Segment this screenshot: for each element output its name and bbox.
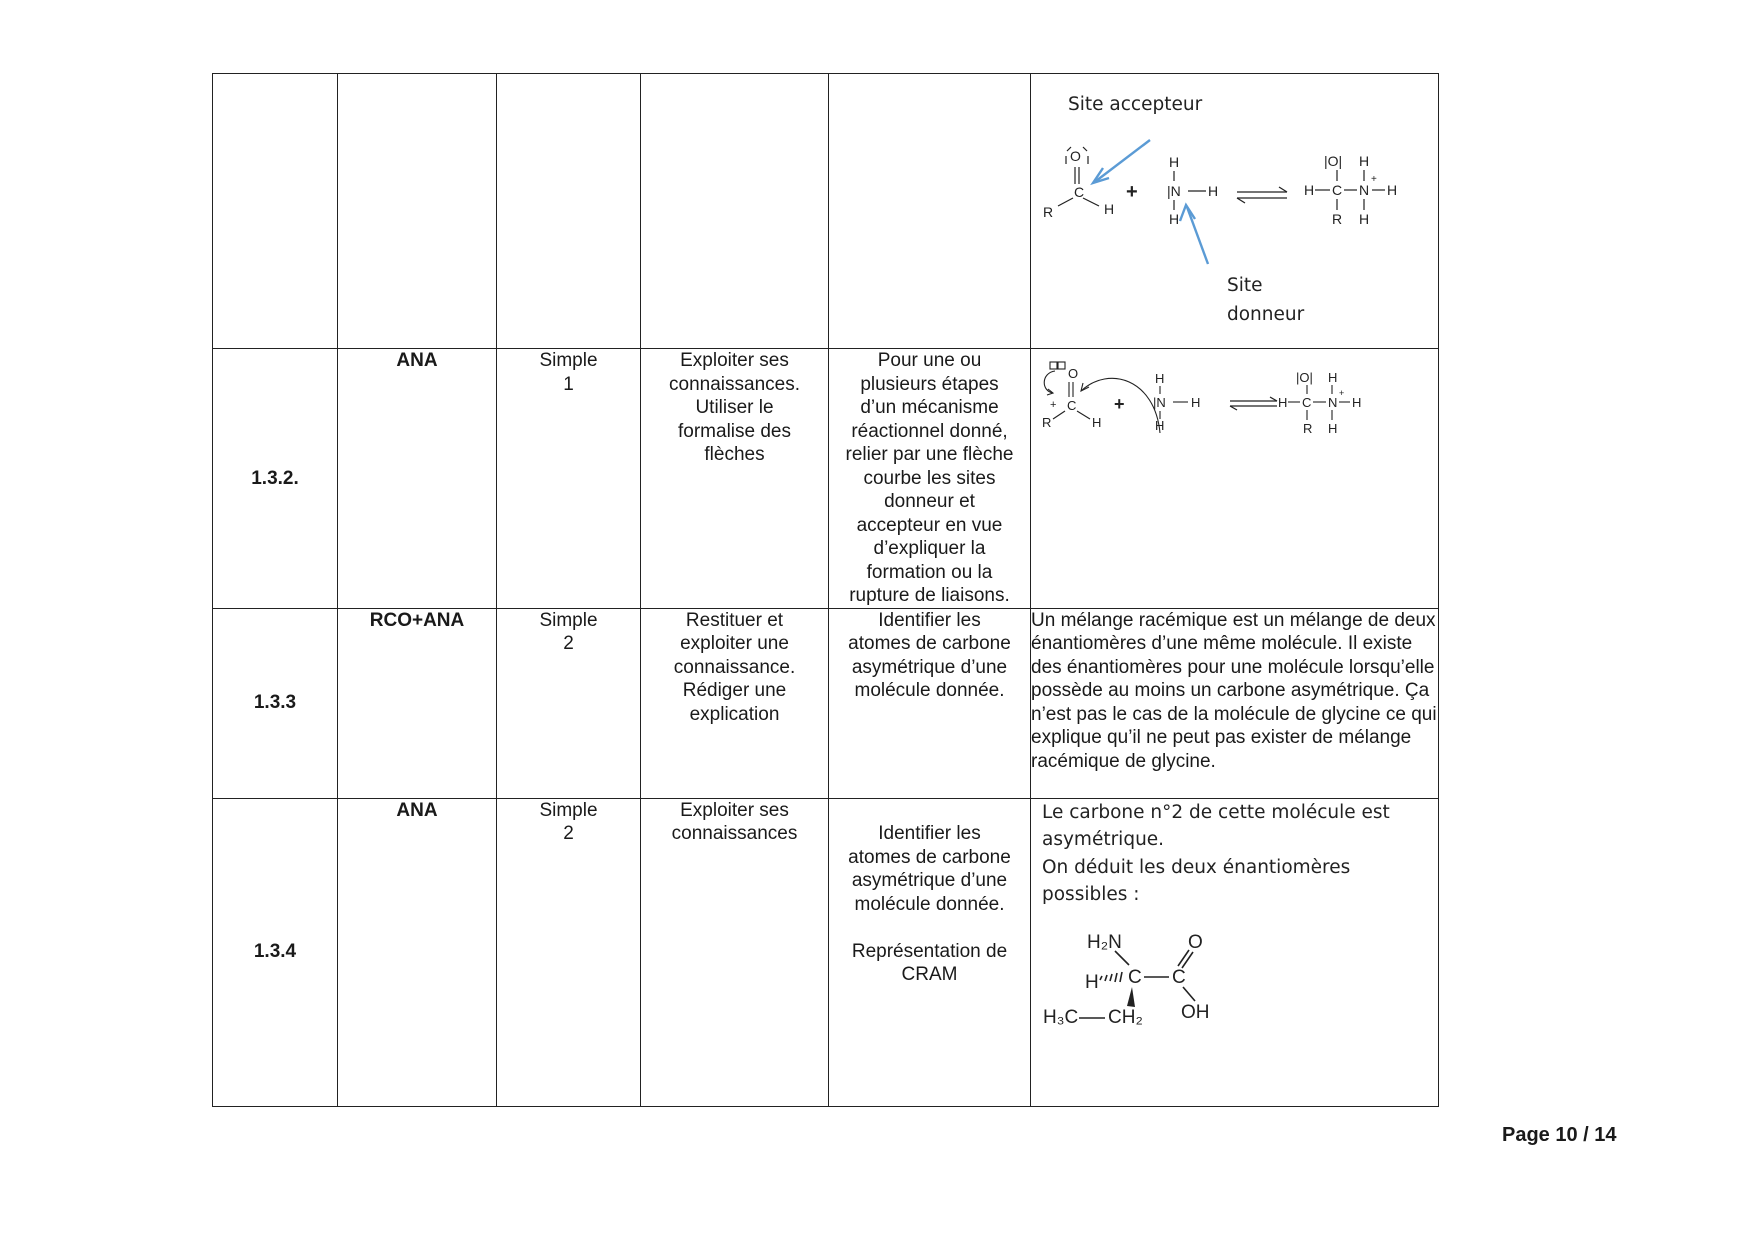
atom-O: O (1188, 931, 1203, 953)
table-row (213, 349, 1439, 609)
atom-C-carboxyl: C (1172, 966, 1186, 988)
svg-text:H: H (1208, 183, 1219, 199)
svg-text:O: O (1068, 366, 1079, 381)
svg-text:H: H (1092, 415, 1102, 430)
criteria: Pour une ou plusieurs étapes d’un mécanisme réactionnel donné, relier par une flèche courbe les sites donneur et accepteur en vue d’expliquer la formation ou la rupture de liaisons. (829, 349, 1031, 609)
level: Simple 2 (497, 798, 641, 1106)
question-number (213, 74, 338, 349)
page-number: Page 10 / 14 (1502, 1124, 1617, 1146)
criteria (829, 74, 1031, 349)
answer-line: On déduit les deux énantiomères (1042, 856, 1351, 878)
criteria: Identifier les atomes de carbone asymétrique d’une molécule donnée. (829, 608, 1031, 798)
capacities (641, 74, 829, 349)
answer-text: Un mélange racémique est un mélange de deux énantiomères d’une même molécule. Il existe des énantiomères pour une molécule lorsqu’elle possède au moins un carbone asymétrique. Ça n’est pas le cas de la molécule de glycine ce qui explique qu’il ne peut pas exister de mélange racémique de glycine. (1031, 608, 1439, 798)
label-donneur: donneur (1227, 304, 1305, 325)
atom-H: H (1104, 201, 1115, 217)
equilibrium-arrow (1230, 397, 1277, 410)
svg-text:H: H (1359, 153, 1370, 169)
svg-text:|O|: |O| (1296, 370, 1313, 385)
reaction-scheme-mechanism (1031, 349, 1437, 605)
svg-text:C: C (1067, 398, 1077, 413)
cram-representation (1031, 923, 1437, 1053)
answer-line: Le carbone n°2 de cette molécule est (1042, 801, 1390, 823)
equilibrium-arrow (1237, 187, 1287, 203)
capacities: Exploiter ses connaissances. Utiliser le formalise des flèches (641, 349, 829, 609)
question-number: 1.3.4 (213, 798, 338, 1106)
question-number: 1.3.2. (213, 349, 338, 609)
svg-text:C: C (1332, 182, 1343, 198)
competence: ANA (338, 349, 497, 609)
svg-text:H: H (1328, 421, 1338, 436)
capacities: Exploiter ses connaissances (641, 798, 829, 1106)
group-OH: OH (1181, 1001, 1210, 1023)
answer-cell (1031, 74, 1439, 349)
svg-text:|N: |N (1153, 395, 1166, 410)
atom-R: R (1043, 204, 1054, 220)
question-number: 1.3.3 (213, 608, 338, 798)
svg-text:H: H (1352, 395, 1362, 410)
competence (338, 74, 497, 349)
atom-H: H (1085, 971, 1099, 993)
answer-text-block (1031, 799, 1438, 909)
group-CH2: CH₂ (1108, 1006, 1143, 1028)
svg-text:H: H (1387, 182, 1398, 198)
level (497, 74, 641, 349)
svg-text:|O|: |O| (1324, 153, 1343, 169)
plus-sign: + (1126, 181, 1138, 203)
svg-text:H: H (1155, 371, 1165, 386)
svg-text:+: + (1339, 388, 1345, 398)
competence: RCO+ANA (338, 608, 497, 798)
svg-text:R: R (1332, 211, 1343, 227)
capacities: Restituer et exploiter une connaissance. Rédiger une explication (641, 608, 829, 798)
svg-text:H: H (1328, 370, 1338, 385)
reaction-scheme-sites (1031, 74, 1437, 346)
answer-line: asymétrique. (1042, 829, 1165, 850)
svg-text:N: N (1359, 182, 1370, 198)
label-site-accepteur: Site accepteur (1068, 94, 1203, 115)
atom-C: C (1074, 184, 1085, 200)
svg-text:+: + (1114, 394, 1125, 414)
answer-cell (1031, 349, 1439, 609)
answer-line: possibles : (1042, 884, 1140, 905)
table-row (213, 608, 1439, 798)
table-row (213, 798, 1439, 1106)
competence: ANA (338, 798, 497, 1106)
svg-text:R: R (1042, 415, 1052, 430)
svg-text:H: H (1359, 211, 1370, 227)
group-H2N: H₂N (1087, 931, 1122, 953)
svg-text:H: H (1169, 154, 1180, 170)
criteria: Identifier les atomes de carbone asymétrique d’une molécule donnée. Représentation de CRAM (829, 798, 1031, 1106)
svg-text:|N: |N (1167, 183, 1181, 199)
answer-cell (1031, 798, 1439, 1106)
atom-C-asym: C (1128, 966, 1142, 988)
svg-text:N: N (1328, 395, 1338, 410)
correction-table (212, 73, 1439, 1107)
svg-text:+: + (1050, 399, 1057, 411)
svg-text:H: H (1304, 182, 1315, 198)
label-site: Site (1227, 275, 1263, 296)
atom-O: O (1070, 148, 1081, 164)
level: Simple 2 (497, 608, 641, 798)
table-row (213, 74, 1439, 349)
svg-text:H: H (1191, 395, 1201, 410)
svg-text:H: H (1155, 418, 1165, 433)
product-molecule (1278, 370, 1361, 436)
svg-text:C: C (1302, 395, 1312, 410)
svg-text:+: + (1371, 174, 1377, 185)
svg-text:H: H (1278, 395, 1288, 410)
group-H3C: H₃C (1043, 1006, 1079, 1028)
svg-text:H: H (1169, 211, 1180, 227)
aldehyde-molecule (1042, 366, 1101, 430)
level: Simple 1 (497, 349, 641, 609)
svg-text:R: R (1303, 421, 1313, 436)
